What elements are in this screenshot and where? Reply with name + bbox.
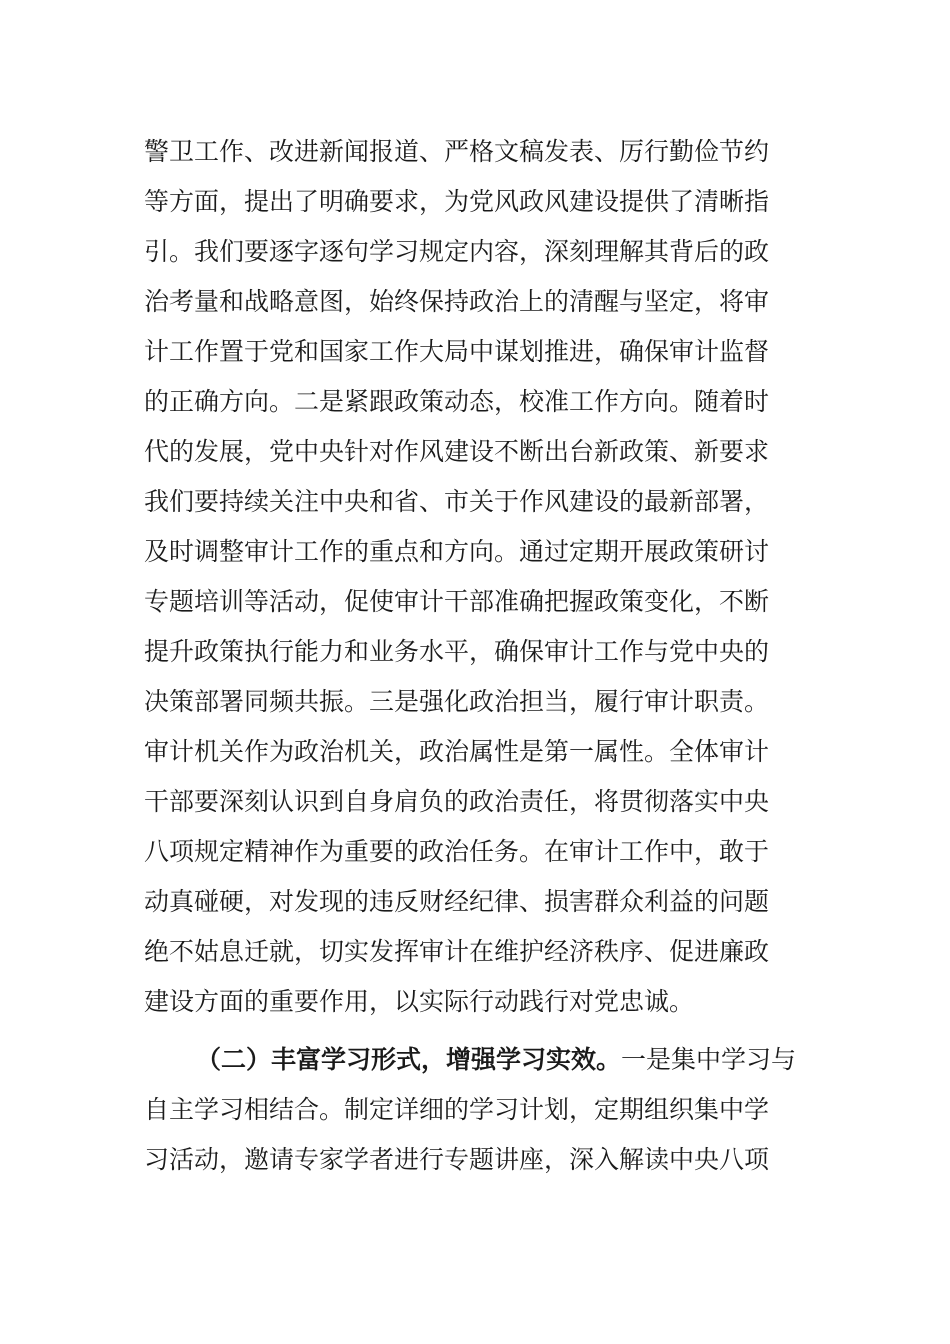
- text-line: 专题培训等活动，促使审计干部准确把握政策变化，不断: [144, 587, 770, 616]
- text-line: 及时调整审计工作的重点和方向。通过定期开展政策研讨: [144, 537, 770, 566]
- text-line: 等方面，提出了明确要求，为党风政风建设提供了清晰指: [144, 187, 770, 216]
- text-line: 建设方面的重要作用，以实际行动践行对党忠诚。: [144, 987, 695, 1016]
- paragraph-spacer: [144, 1027, 808, 1035]
- text-line: 审计机关作为政治机关，政治属性是第一属性。全体审计: [144, 737, 770, 766]
- paragraph-2-first-line: [144, 1035, 808, 1085]
- text-line: 的正确方向。二是紧跟政策动态，校准工作方向。随着时: [144, 387, 770, 416]
- text-line: 计工作置于党和国家工作大局中谋划推进，确保审计监督: [144, 337, 770, 366]
- text-line: 动真碰硬，对发现的违反财经纪律、损害群众利益的问题: [144, 887, 770, 916]
- text-line: 习活动，邀请专家学者进行专题讲座，深入解读中央八项: [144, 1145, 770, 1174]
- text-line: 八项规定精神作为重要的政治任务。在审计工作中，敢于: [144, 837, 770, 866]
- body-text: [144, 127, 808, 1185]
- section-heading: （二）丰富学习形式，增强学习实效。: [196, 1045, 622, 1074]
- first-line-rest: 一是集中学习与: [621, 1045, 797, 1074]
- paragraph-1: [144, 127, 808, 1027]
- text-line: 代的发展，党中央针对作风建设不断出台新政策、新要求: [144, 437, 770, 466]
- text-line: 绝不姑息迁就，切实发挥审计在维护经济秩序、促进廉政: [144, 937, 770, 966]
- text-line: 警卫工作、改进新闻报道、严格文稿发表、厉行勤俭节约: [144, 137, 770, 166]
- paragraph-2: [144, 1035, 808, 1185]
- text-line: 决策部署同频共振。三是强化政治担当，履行审计职责。: [144, 687, 770, 716]
- text-line: 我们要持续关注中央和省、市关于作风建设的最新部署，: [144, 487, 770, 516]
- text-line: 自主学习相结合。制定详细的学习计划，定期组织集中学: [144, 1095, 770, 1124]
- text-line: 引。我们要逐字逐句学习规定内容，深刻理解其背后的政: [144, 237, 770, 266]
- text-line: 治考量和战略意图，始终保持政治上的清醒与坚定，将审: [144, 287, 770, 316]
- text-line: 干部要深刻认识到自身肩负的政治责任，将贯彻落实中央: [144, 787, 770, 816]
- text-line: 提升政策执行能力和业务水平，确保审计工作与党中央的: [144, 637, 770, 666]
